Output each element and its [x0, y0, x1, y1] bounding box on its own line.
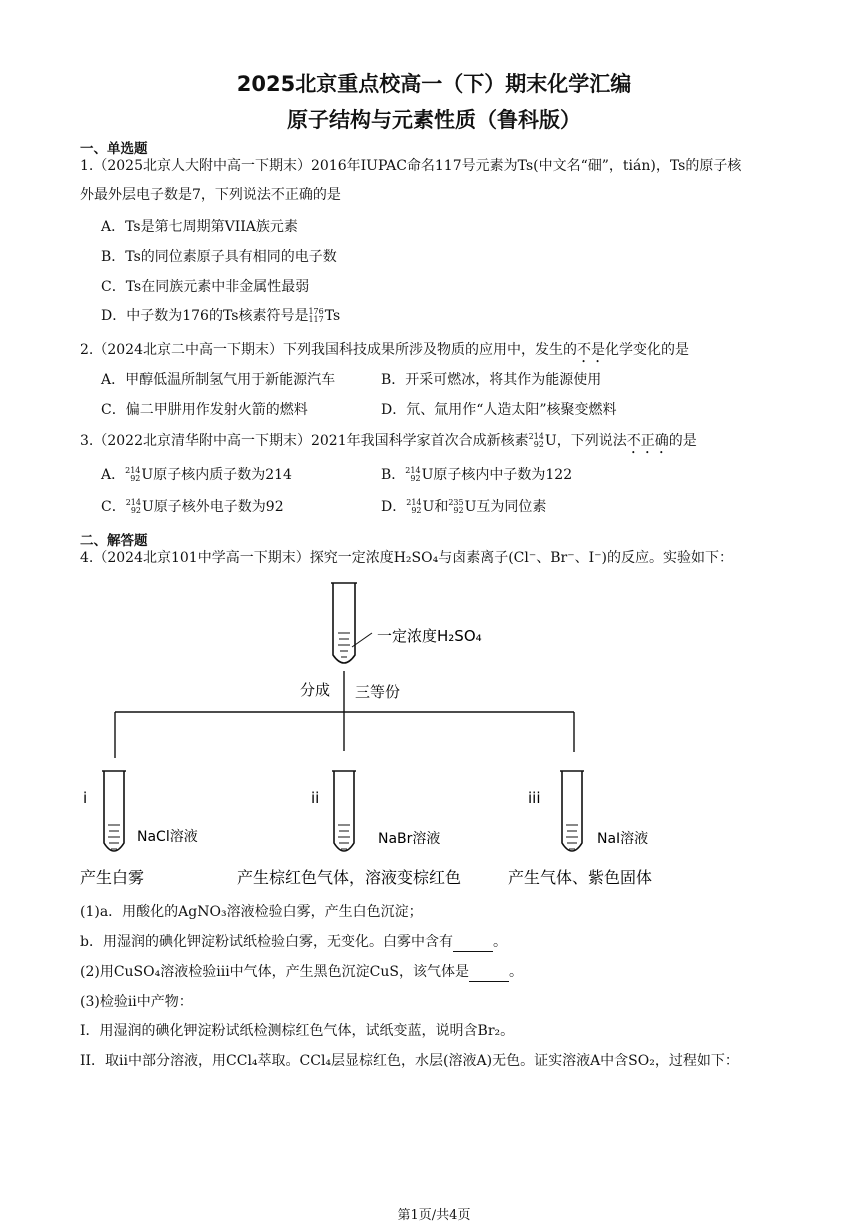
q4-part3: (3)检验ii中产物： [80, 994, 193, 1010]
result-iii: 产生气体、紫色固体 [508, 868, 653, 887]
tube-iii-label: iii [528, 789, 541, 807]
q3-option-a: A． 214 92 U原子核内质子数为214 [101, 466, 292, 483]
nuclide-notation: 176 117 [308, 307, 324, 324]
q1-option-c: C．Ts在同族元素中非金属性最弱 [101, 279, 310, 295]
result-i: 产生白雾 [80, 868, 145, 887]
q4-part1b: b．用湿润的碘化钾淀粉试纸检验白雾，无变化。白雾中含有 。 [80, 934, 507, 950]
q3-option-b: B． 214 92 U原子核内中子数为122 [381, 466, 573, 483]
tube-ii-label: ii [311, 789, 320, 807]
result-ii: 产生棕红色气体，溶液变棕红色 [237, 868, 462, 887]
question-4-stem: 4.（2024北京101中学高一下期末）探究一定浓度H₂SO₄与卤素离子(Cl⁻、Br⁻、I⁻)的反应。实验如下： [80, 550, 734, 566]
page-title-line1: 2025北京重点校高一（下）期末化学汇编 [236, 72, 632, 96]
answer-blank-2[interactable] [469, 967, 509, 982]
q3-option-d: D． 214 92 U和 235 92 U互为同位素 [381, 498, 547, 515]
test-tube-top [331, 583, 357, 663]
question-1-stem-cont: 外最外层电子数是7，下列说法不正确的是 [80, 187, 341, 203]
q1-option-a: A．Ts是第七周期第VIIA族元素 [101, 219, 298, 235]
question-2-stem: 2.（2024北京二中高一下期末）下列我国科技成果所涉及物质的应用中，发生的不是化学变化的是 [80, 342, 689, 358]
split-label-left: 分成 [300, 681, 331, 699]
q4-part3-i: I．用湿润的碘化钾淀粉试纸检测棕红色气体，试纸变蓝，说明含Br₂。 [80, 1023, 515, 1039]
page-footer: 第1页/共4页 [397, 1208, 471, 1223]
acid-label: 一定浓度H₂SO₄ [377, 627, 482, 645]
q2-option-a: A．甲醇低温所制氢气用于新能源汽车 [101, 372, 336, 388]
q3-option-c: C． 214 92 U原子核外电子数为92 [101, 498, 284, 515]
experiment-diagram [0, 575, 868, 895]
split-label-right: 三等份 [355, 683, 401, 701]
answer-blank-1[interactable] [453, 937, 493, 952]
test-tube-ii [332, 771, 356, 851]
q4-part2: (2)用CuSO₄溶液检验iii中气体，产生黑色沉淀CuS，该气体是 。 [80, 964, 523, 980]
q2-option-d: D．氘、氚用作“人造太阳”核聚变燃料 [381, 402, 617, 418]
section-heading-single-choice: 一、单选题 [80, 141, 148, 157]
question-1-stem: 1.（2025北京人大附中高一下期末）2016年IUPAC命名117号元素为Ts(中文名“鿬”，tián)，Ts的原子核 [80, 158, 742, 174]
test-tube-iii [560, 771, 584, 851]
q4-part3-ii: II．取ii中部分溶液，用CCl₄萃取。CCl₄层显棕红色，水层(溶液A)无色。证实溶液A中含SO₂，过程如下： [80, 1053, 739, 1069]
page-title-line2: 原子结构与元素性质（鲁科版） [287, 108, 581, 132]
nacl-label: NaCl溶液 [137, 829, 198, 845]
nabr-label: NaBr溶液 [378, 831, 441, 847]
q1-option-b: B．Ts的同位素原子具有相同的电子数 [101, 249, 337, 265]
q1-option-d: D．中子数为176的Ts核素符号是 176 117 Ts [101, 307, 341, 324]
element-name-char: 鿬 [587, 158, 602, 174]
nuclide-notation: 214 92 [528, 432, 544, 449]
q2-option-b: B．开采可燃冰，将其作为能源使用 [381, 372, 602, 388]
tube-i-label: i [83, 789, 88, 807]
q4-part1a: (1)a．用酸化的AgNO₃溶液检验白雾，产生白色沉淀； [80, 904, 423, 920]
test-tube-i [102, 771, 126, 851]
question-3-stem: 3.（2022北京清华附中高一下期末）2021年我国科学家首次合成新核素 214 92 U，下列说法不正确的是 [80, 432, 697, 449]
section-heading-answer: 二、解答题 [80, 533, 148, 549]
nai-label: NaI溶液 [597, 831, 649, 847]
q2-option-c: C．偏二甲肼用作发射火箭的燃料 [101, 402, 308, 418]
